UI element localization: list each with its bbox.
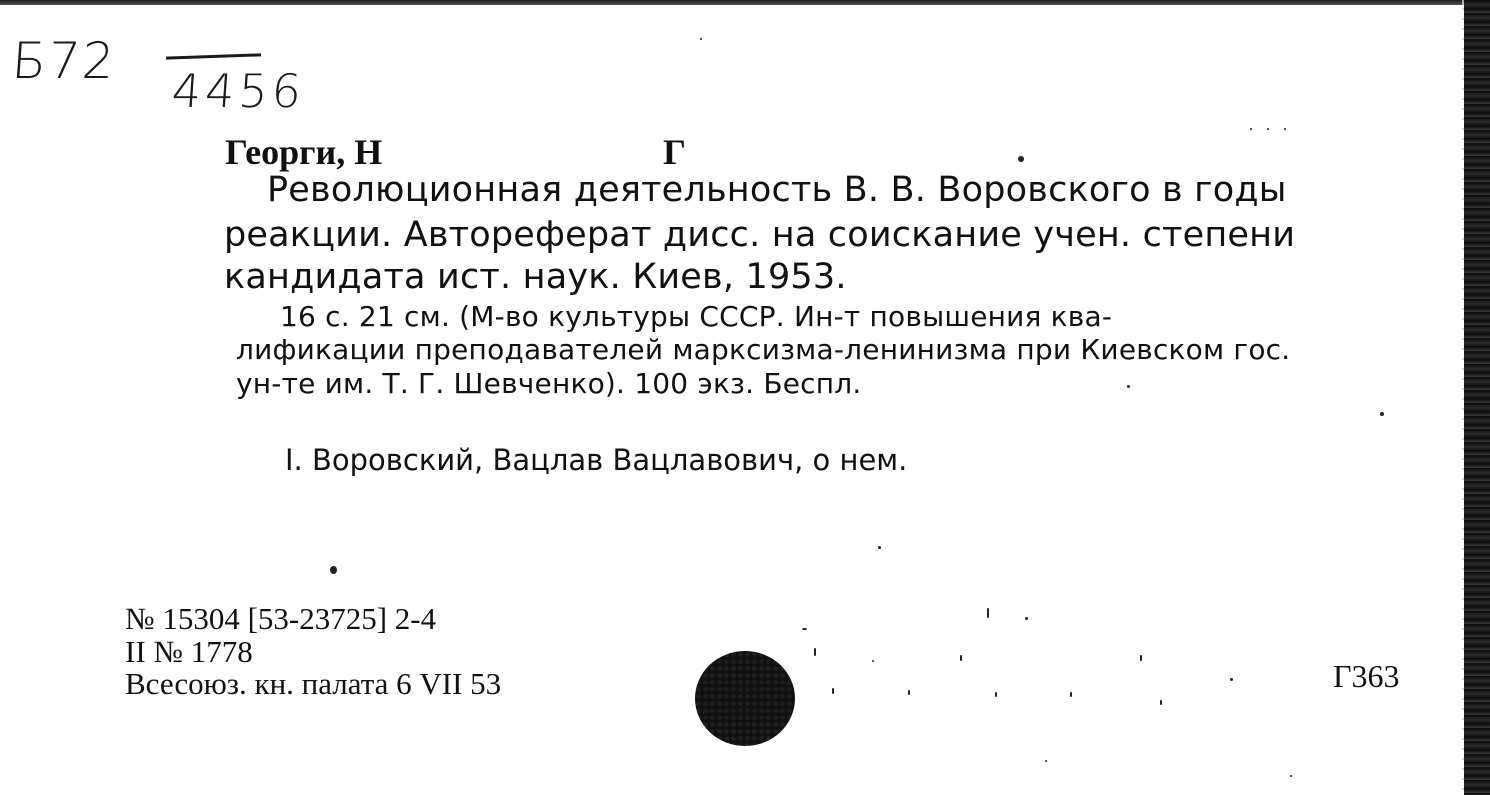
- title-line: реакции. Автореферат дисс. на соискание учен. степени: [224, 215, 1296, 255]
- ink-speck: [908, 690, 910, 695]
- ink-speck: [872, 660, 874, 662]
- ink-speck: [1290, 775, 1292, 777]
- ink-speck: [700, 38, 702, 40]
- ink-speck: [1070, 692, 1072, 697]
- author-name: Георги, Н: [225, 132, 383, 172]
- ink-speck: [987, 608, 989, 618]
- classification-code: Г363: [1333, 658, 1400, 694]
- description-line: 16 с. 21 см. (М-во культуры СССР. Ин-т повышения ква-: [280, 300, 1113, 333]
- ink-speck: [878, 546, 881, 549]
- ink-speck: [1025, 617, 1028, 620]
- ink-stamp-icon: [695, 651, 795, 746]
- ink-speck: [1018, 156, 1024, 162]
- ink-speck: [960, 655, 962, 661]
- subject-heading: I. Воровский, Вацлав Вацлавович, о нем.: [285, 443, 908, 477]
- ink-speck: [1160, 700, 1162, 705]
- call-number-handwritten-2: 4456: [170, 64, 307, 118]
- ink-speck: [1127, 385, 1130, 388]
- author-initial: Г: [663, 132, 686, 172]
- ink-speck: [832, 688, 834, 694]
- ink-speck: [1267, 128, 1269, 130]
- ink-speck: [814, 648, 816, 656]
- call-number-overline: [166, 53, 261, 59]
- title-line: кандидата ист. наук. Киев, 1953.: [224, 257, 847, 297]
- title-line: Революционная деятельность В. В. Воровского в годы: [267, 170, 1287, 210]
- ink-speck: [1380, 412, 1384, 416]
- call-number-handwritten-1: Б72: [9, 32, 118, 90]
- ink-speck: [330, 566, 337, 574]
- ink-speck: [1250, 128, 1252, 130]
- ink-speck: [802, 628, 807, 630]
- scan-edge-right: [1464, 0, 1490, 795]
- ink-speck: [1284, 128, 1286, 130]
- scan-edge-top: [0, 0, 1490, 5]
- ink-speck: [1230, 678, 1233, 681]
- imprint-line: II № 1778: [125, 634, 253, 669]
- imprint-line: Всесоюз. кн. палата 6 VII 53: [125, 666, 502, 701]
- ink-speck: [995, 692, 997, 697]
- ink-speck: [1045, 760, 1047, 762]
- description-line: ун-те им. Т. Г. Шевченко). 100 экз. Беспл.: [236, 367, 862, 400]
- description-line: лификации преподавателей марксизма-ленинизма при Киевском гос.: [236, 333, 1291, 366]
- imprint-line: № 15304 [53-23725] 2-4: [125, 601, 437, 636]
- ink-speck: [1140, 655, 1142, 661]
